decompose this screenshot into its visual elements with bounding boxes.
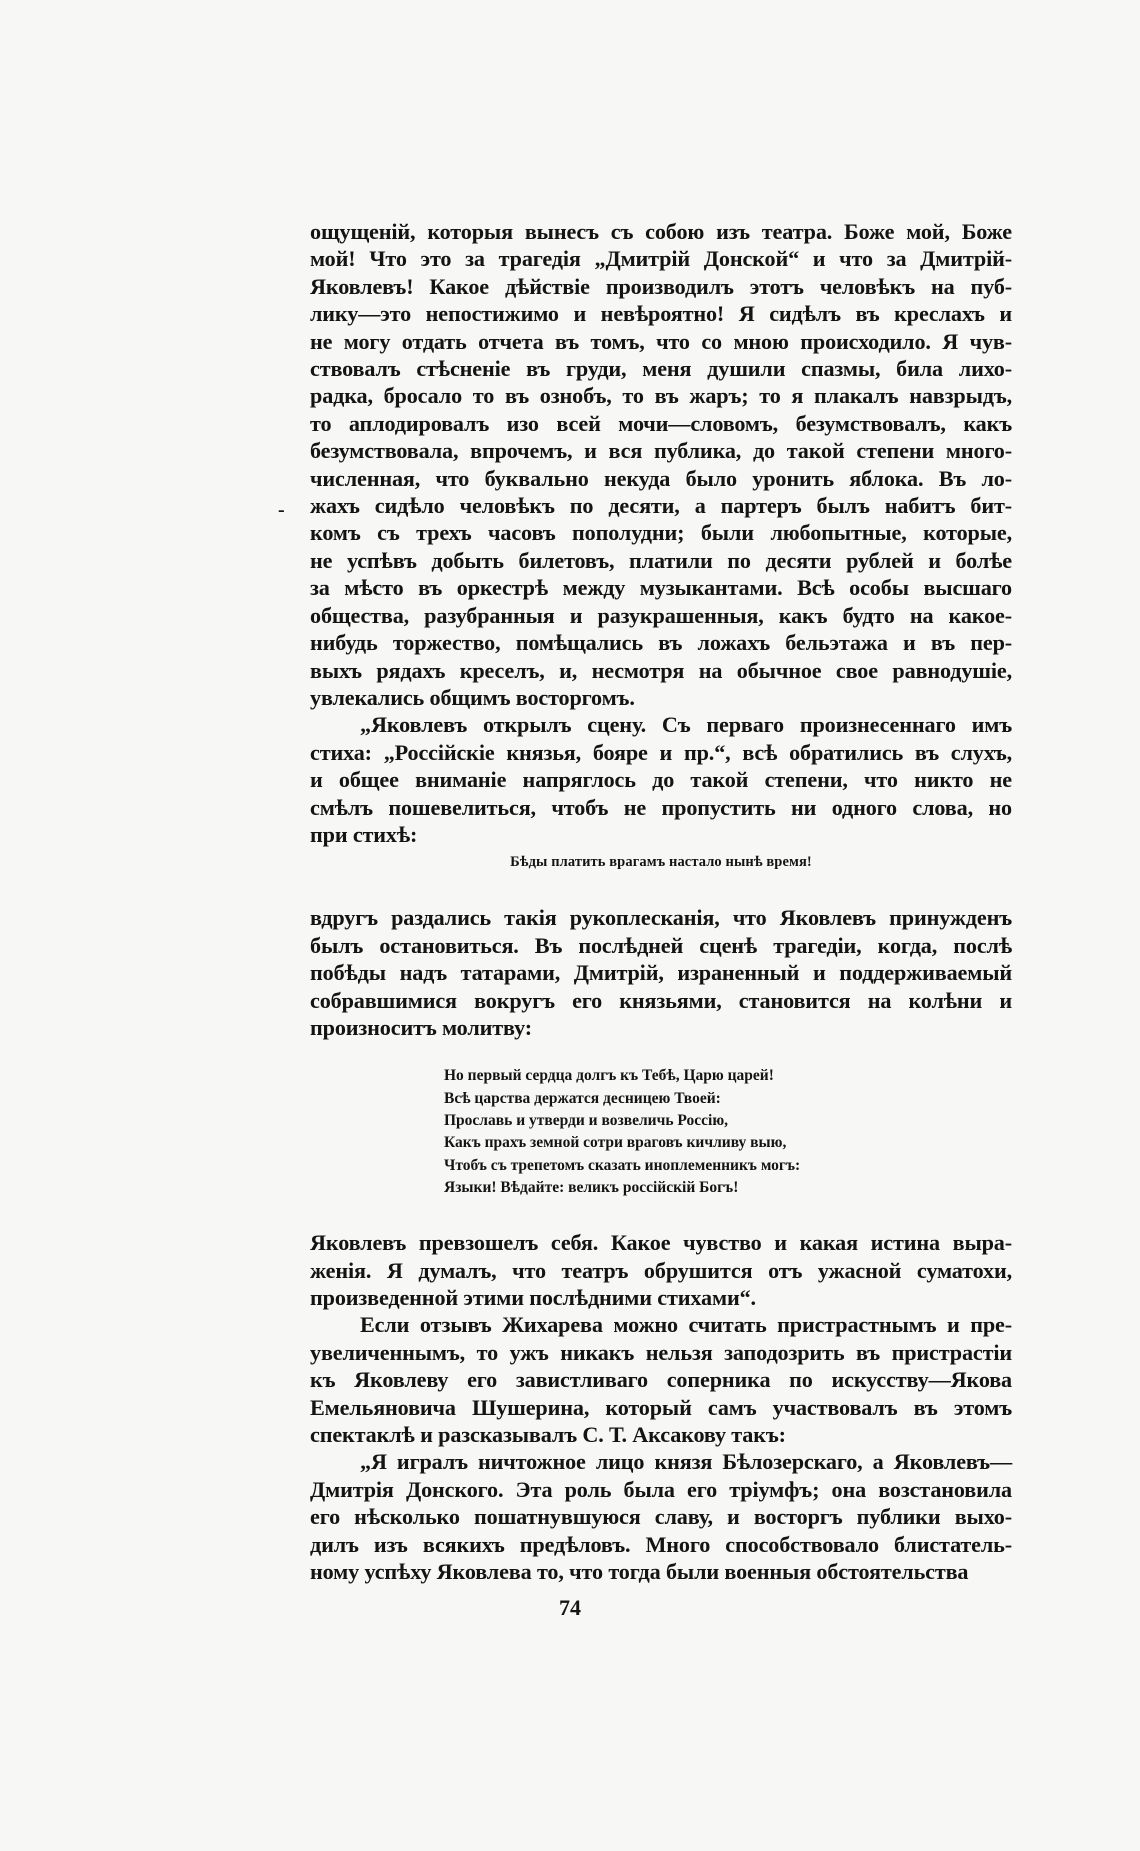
para1-line: численная, что буквально некуда было уронить яблока. Въ ло- [310,465,1012,491]
para3-line: вдругъ раздались такія рукоплесканія, что Яковлевъ принужденъ [310,905,1012,931]
para6-line: его нѣсколько пошатнувшуюся славу, и восторгъ публики выхо- [310,1504,1012,1530]
para1-line: увлекались общимъ восторгомъ. [310,684,635,710]
paragraph-6 [310,1448,1012,1585]
para1-line: лику—это непостижимо и невѣроятно! Я сидѣлъ въ креслахъ и [310,301,1012,327]
poem-line: Всѣ царства держатся десницею Твоей: [444,1089,721,1107]
para1-line: нибудь торжество, помѣщались въ ложахъ бельэтажа и въ пер- [310,630,1012,656]
poem-line: Прославь и утверди и возвеличь Россію, [444,1111,729,1129]
para3-line: побѣды надъ татарами, Дмитрій, израненный и поддерживаемый [310,960,1012,986]
para6-line: ному успѣху Яковлева то, что тогда были военныя обстоятельства [310,1559,969,1585]
para5-line: къ Яковлеву его завистливаго соперника по искусству—Якова [310,1367,1012,1393]
poem-line: Но первый сердца долгъ къ Тебѣ, Царю царей! [444,1067,774,1085]
para5-line: Если отзывъ Жихарева можно считать пристрастнымъ и пре- [360,1312,1012,1338]
para6-line: Дмитрія Донского. Эта роль была его тріумфъ; она возстановила [310,1476,1012,1502]
para1-line: за мѣсто въ оркестрѣ между музыкантами. Всѣ особы высшаго [310,575,1012,601]
para3-line: собравшимися вокругъ его князьями, становится на колѣни и [310,987,1012,1013]
paragraph-2 [310,711,1012,848]
paragraph-1 [310,218,1012,711]
para2-line: и общее вниманіе напряглось до такой степени, что никто не [310,767,1012,793]
page-body [310,218,1012,1585]
paragraph-5 [310,1311,1012,1448]
para4-line: произведенной этими послѣдними стихами“. [310,1284,756,1310]
poem [444,1065,1012,1199]
para1-line: мой! Что это за трагедія „Дмитрій Донской“ и что за Дмитрій- [310,246,1012,272]
para1-line: радка, бросало то въ ознобъ, то въ жаръ; то я плакалъ навзрыдъ, [310,383,1012,409]
poem-line: Чтобъ съ трепетомъ сказать иноплеменникъ могъ: [444,1156,801,1174]
poem-line: Языки! Вѣдайте: великъ россійскій Богъ! [444,1178,739,1196]
paragraph-4 [310,1229,1012,1311]
epigraph-line: Бѣды платить врагамъ настало нынѣ время! [510,854,812,871]
para5-line: увеличеннымъ, то ужъ никакъ нельзя заподозрить въ пристрастіи [310,1339,1012,1365]
para1-line: комъ съ трехъ часовъ пополудни; были любопытные, которые, [310,520,1012,546]
para3-line: былъ остановиться. Въ послѣдней сценѣ трагедіи, когда, послѣ [310,932,1012,958]
paragraph-3 [310,904,1012,1041]
para6-line: дилъ изъ всякихъ предѣловъ. Много способствовало блистатель- [310,1531,1012,1557]
para5-line: Емельяновича Шушерина, который самъ участвовалъ въ этомъ [310,1394,1012,1420]
para1-line: Яковлевъ! Какое дѣйствіе производилъ этотъ человѣкъ на пуб- [310,273,1012,299]
para2-line: при стихѣ: [310,821,418,847]
para2-line: смѣлъ пошевелиться, чтобъ не пропустить ни одного слова, но [310,794,1012,820]
para1-line: жахъ сидѣло человѣкъ по десяти, а партеръ былъ набитъ бит- [310,493,1012,519]
para2-line: „Яковлевъ открылъ сцену. Съ перваго произнесеннаго имъ [360,712,1012,738]
para1-line: то аплодировалъ изо всей мочи—словомъ, безумствовалъ, какъ [310,410,1012,436]
para1-line: не успѣвъ добыть билетовъ, платили по десяти рублей и болѣе [310,547,1012,573]
para1-line: ствовалъ стѣсненіе въ груди, меня душили спазмы, била лихо- [310,356,1012,382]
para3-line: произноситъ молитву: [310,1014,532,1040]
para1-line: ощущеній, которыя вынесъ съ собою изъ театра. Боже мой, Боже [310,219,1012,244]
page-number: 74 [559,1595,581,1620]
para1-line: безумствовала, впрочемъ, и вся публика, до такой степени много- [310,438,1012,464]
para1-line: выхъ рядахъ креселъ, и, несмотря на обычное свое равнодушіе, [310,657,1012,683]
poem-line: Какъ прахъ земной сотри враговъ кичливу выю, [444,1134,787,1152]
para4-line: женія. Я думалъ, что театръ обрушится отъ ужасной суматохи, [310,1257,1012,1283]
para1-line: общества, разубранныя и разукрашенныя, какъ будто на какое- [310,602,1012,628]
margin-mark: - [278,499,285,521]
para2-line: стиха: „Россійскіе князья, бояре и пр.“, всѣ обратились въ слухъ, [310,739,1012,765]
para5-line: спектаклѣ и разсказывалъ С. Т. Аксакову такъ: [310,1422,786,1447]
para4-line: Яковлевъ превзошелъ себя. Какое чувство и какая истина выра- [310,1230,1012,1256]
para1-line: не могу отдать отчета въ томъ, что со мною происходило. Я чув- [310,328,1012,354]
para6-line: „Я игралъ ничтожное лицо князя Бѣлозерскаго, а Яковлевъ— [360,1449,1012,1475]
